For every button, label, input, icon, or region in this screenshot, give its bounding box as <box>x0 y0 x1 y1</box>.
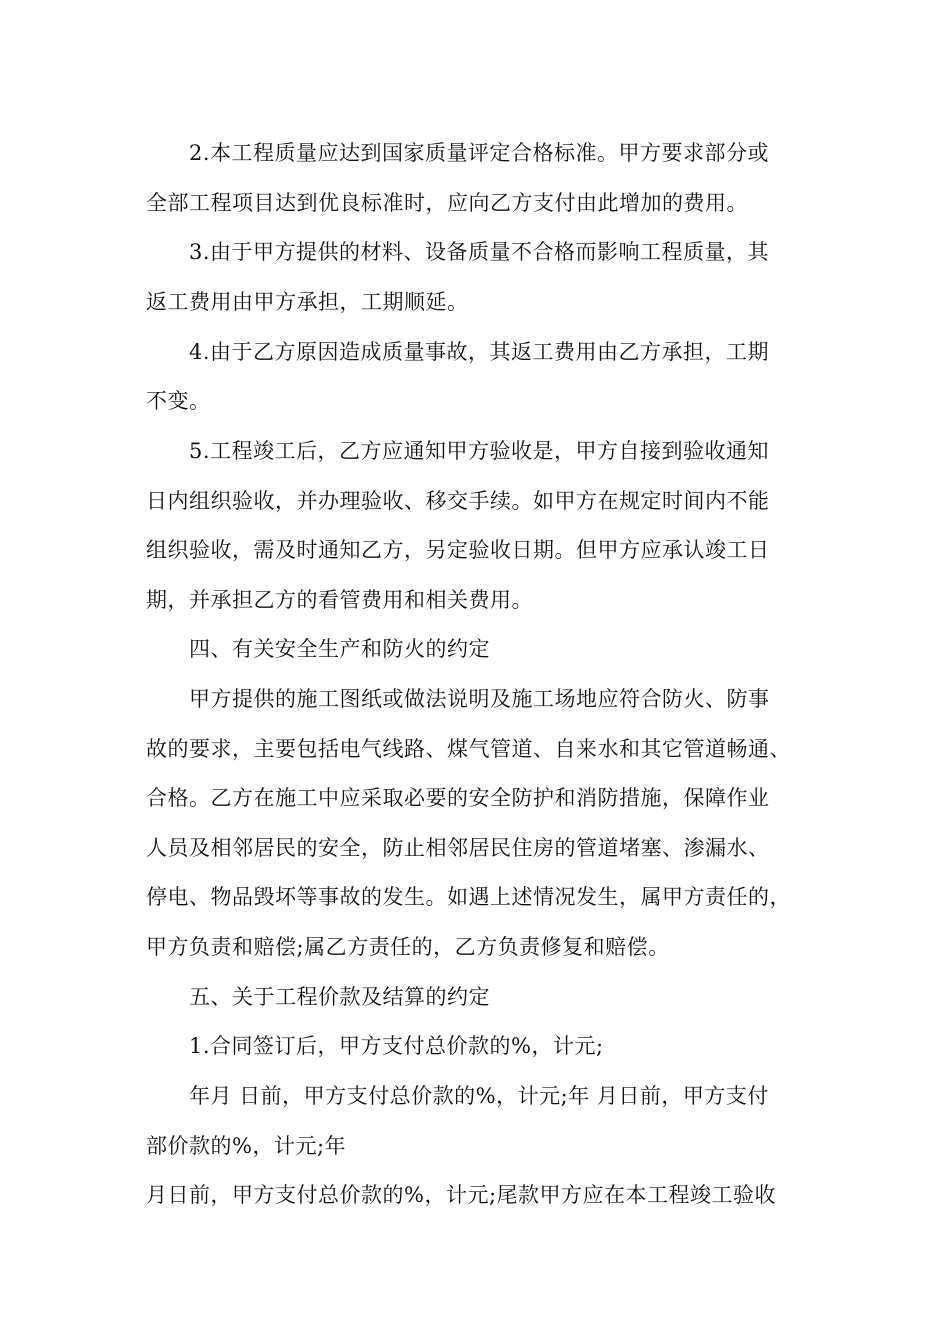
paragraph-line: 年月 日前，甲方支付总价款的%，计元;年 月日前，甲方支付 <box>189 1084 769 1108</box>
paragraph-line: 月日前，甲方支付总价款的%，计元;尾款甲方应在本工程竣工验收 <box>146 1183 777 1207</box>
paragraph-line: 组织验收，需及时通知乙方，另定验收日期。但甲方应承认竣工日 <box>146 538 770 562</box>
paragraph-line: 甲方负责和赔偿;属乙方责任的，乙方负责修复和赔偿。 <box>146 935 670 959</box>
paragraph-line: 不变。 <box>146 389 211 413</box>
paragraph-line: 甲方提供的施工图纸或做法说明及施工场地应符合防火、防事 <box>189 687 770 711</box>
paragraph-line: 5.工程竣工后，乙方应通知甲方验收是，甲方自接到验收通知 <box>189 439 770 463</box>
paragraph-line: 合格。乙方在施工中应采取必要的安全防护和消防措施，保障作业 <box>146 786 770 810</box>
paragraph-line: 部价款的%，计元;年 <box>146 1134 347 1158</box>
paragraph-line: 3.由于甲方提供的材料、设备质量不合格而影响工程质量，其 <box>189 240 770 264</box>
paragraph-line: 1.合同签订后，甲方支付总价款的%，计元; <box>189 1034 604 1058</box>
section-heading: 五、关于工程价款及结算的约定 <box>189 985 490 1009</box>
paragraph-line: 返工费用由甲方承担，工期顺延。 <box>146 290 469 314</box>
paragraph-line: 全部工程项目达到优良标准时，应向乙方支付由此增加的费用。 <box>146 191 748 215</box>
section-heading: 四、有关安全生产和防火的约定 <box>189 637 490 661</box>
paragraph-line: 4.由于乙方原因造成质量事故，其返工费用由乙方承担，工期 <box>189 340 770 364</box>
paragraph-line: 日内组织验收，并办理验收、移交手续。如甲方在规定时间内不能 <box>146 489 770 513</box>
paragraph-line: 停电、物品毁坏等事故的发生。如遇上述情况发生，属甲方责任的， <box>146 885 791 909</box>
paragraph-line: 故的要求，主要包括电气线路、煤气管道、自来水和其它管道畅通、 <box>146 737 791 761</box>
paragraph-line: 2.本工程质量应达到国家质量评定合格标准。甲方要求部分或 <box>189 141 770 165</box>
paragraph-line: 人员及相邻居民的安全，防止相邻居民住房的管道堵塞、渗漏水、 <box>146 836 770 860</box>
paragraph-line: 期，并承担乙方的看管费用和相关费用。 <box>146 588 533 612</box>
